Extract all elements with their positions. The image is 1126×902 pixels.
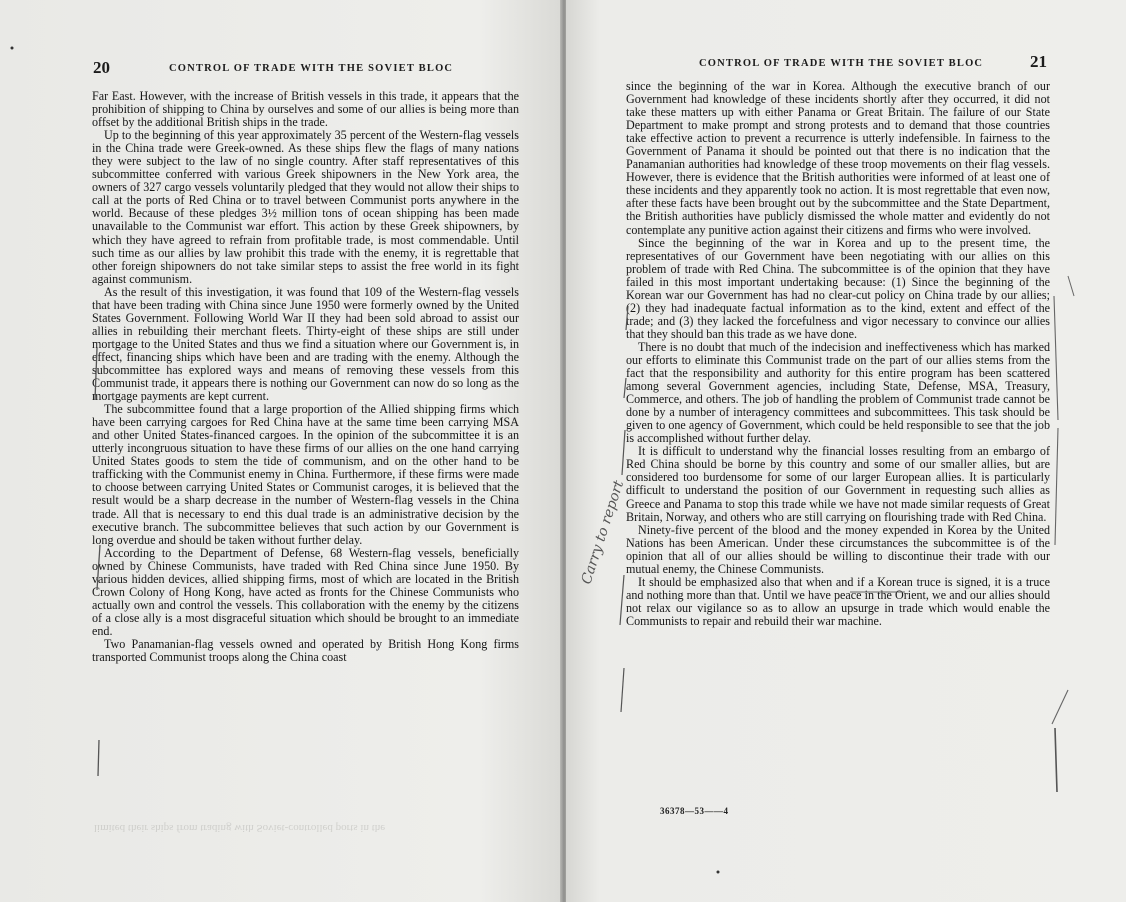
footer-print-code: 36378—53——4 xyxy=(660,806,729,816)
paragraph: Far East. However, with the increase of British vessels in this trade, it appears that the prohibition of shipping to China by ourselves and some of our allies is being more than offset by the additional British ships in the trade. xyxy=(92,89,519,130)
left-page-number: 20 xyxy=(93,58,110,77)
paragraph: It is difficult to understand why the financial losses resulting from an embargo of Red China should be borne by this country and some of our smaller allies, but are considered too burdensome for some of our larger European allies. It is particularly difficult to understand the position of our Government in requesting such allies as Greece and Panama to stop this trade while we have not made similar requests of Great Britain, Norway, and others who are still carrying on flourishing trade with Red China. xyxy=(626,444,1050,524)
paragraph: The subcommittee found that a large proportion of the Allied shipping firms which have been carrying cargoes for Red China have at the same time been carrying MSA and other United States-financed cargoes. In the opinion of the subcommittee it is an utterly incongruous situation to have these firms of our allies on the one hand carrying United States goods to stem the tide of communism, and on the other hand to be trafficking with the Communist enemy in China. Furthermore, if these firms were made to choose between carrying United States or Communist caroges, it is believed that the result would be a sharp decrease in the number of Western-flag vessels in the China trade. All that is necessary to end this dual trade is an administrative decision by the executive branch. The subcommittee believes that such action by our Government is long overdue and should be taken without further delay. xyxy=(92,402,519,547)
paragraph: There is no doubt that much of the indecision and ineffectiveness which has marked our efforts to eliminate this Communist trade on the part of our allies stems from the fact that the responsibility and authority for this entire program has been scattered among several Government agencies, including State, Defense, MSA, Treasury, Commerce, and others. The job of handling the problem of Communist trade cannot be done by a number of interagency committees and subcommittees. This task should be given to one agency of Government, which could be held responsible to see that the job is accomplished without further delay. xyxy=(626,339,1050,446)
paragraph: Since the beginning of the war in Korea and up to the present time, the representatives of our Government have been negotiating with our allies on this problem of trade with Red China. The subcommittee is of the opinion that they have failed in this most important undertaking because: (1) Since the beginning of the Korean war our Government has had no clear-cut policy on China trade by our allies; (2) they had inadequate factual information as to the kind, extent and effect of the trade; and (3) they lacked the forcefulness and vigor necessary to convince our allies that they should ban this trade as we have done. xyxy=(626,235,1050,341)
paragraph: Up to the beginning of this year approximately 35 percent of the Western-flag vessels in the China trade were Greek-owned. As these ships flew the flags of many nations they were subject to the law of no single country. After staff representatives of this subcommittee conferred with various Greek shipowners in the New York area, the owners of 327 cargo vessels voluntarily pledged that they would not allow their ships to call at the ports of Red China or to travel between Communist ports anywhere in the world. Because of these pledges 3½ million tons of ocean shipping has been made unavailable to the Communist war effort. This action by these Greek shipowners, by which they have agreed to refrain from profitable trade, is most commendable. Until such time as our allies by law prohibit this trade with the enemy, it is regrettable that other foreign shipowners do not take similar steps to assist the free world in its fight against communism. xyxy=(92,128,519,286)
right-running-head: CONTROL OF TRADE WITH THE SOVIET BLOC xyxy=(699,58,984,69)
paragraph: As the result of this investigation, it was found that 109 of the Western-flag vessels that have been trading with China since June 1950 were formerly owned by the United States Government. Following World War II they had been sold abroad to assist our allies in rebuilding their merchant fleets. Thirty-eight of these ships are still under mortgage to the United States and thus we find a situation where our Government is, in effect, financing ships which have been and are trading with the enemy. Although the subcommittee has explored ways and means of removing these vessels from this Communist trade, it appears there is nothing our Government can now do so long as the mortgage payments are kept current. xyxy=(92,284,519,404)
paragraph: Two Panamanian-flag vessels owned and operated by British Hong Kong firms transported Communist troops along the China coast xyxy=(92,636,519,665)
handwritten-note xyxy=(579,478,628,586)
paragraph: since the beginning of the war in Korea. Although the executive branch of our Government had knowledge of these incidents shortly after they occurred, it did not take these matters up with either Panama or Great Britain. The failure of our State Department to make prompt and strong protests and to demand that those countries take effective action to prevent a recurrence is utterly indefensible. In fairness to the Government of Panama it should be pointed out that there is no indication that the Panamanian authorities had knowledge of these troop movements on their flag vessels. However, there is evidence that the British authorities were informed of at least one of these incidents and they apparently took no action. It is most regrettable that even now, after these facts have been brought out by the subcommittee and the State Department, the British authorities have publicly dismissed the whole matter and evidently do not contemplate any punitive action against their citizens and firms who were involved. xyxy=(626,79,1050,237)
right-page-number: 21 xyxy=(1030,52,1047,71)
left-running-head: CONTROL OF TRADE WITH THE SOVIET BLOC xyxy=(169,63,454,74)
paragraph: Ninety-five percent of the blood and the money expended in Korea by the United Nations has been American. Under these circumstances the subcommittee is of the opinion that all of our allies should be willing to discontinue their trade with our mutual enemy, the Chinese Communists. xyxy=(626,522,1050,576)
handwritten-note-text: Carry to report xyxy=(578,478,628,587)
paragraph: It should be emphasized also that when and if a Korean truce is signed, it is a truce and nothing more than that. Until we have peace in the Orient, we and our allies should not relax our vigilance so as to allow an upsurge in trade which would enable the Communists to repair and rebuild their war machine. xyxy=(626,574,1050,628)
paragraph: According to the Department of Defense, 68 Western-flag vessels, beneficially owned by Chinese Communists, have traded with Red China since June 1950. By various hidden devices, allied shipping firms, most of which are located in the British Crown Colony of Hong Kong, have acted as fronts for the Chinese Communists who actually own and control the vessels. This collaboration with the enemy by the citizens of a close ally is a most disgraceful situation which should be brought to an immediate end. xyxy=(92,545,519,638)
bleed-through-text: limited their ships from trading with Soviet-controlled ports in the xyxy=(94,822,386,834)
